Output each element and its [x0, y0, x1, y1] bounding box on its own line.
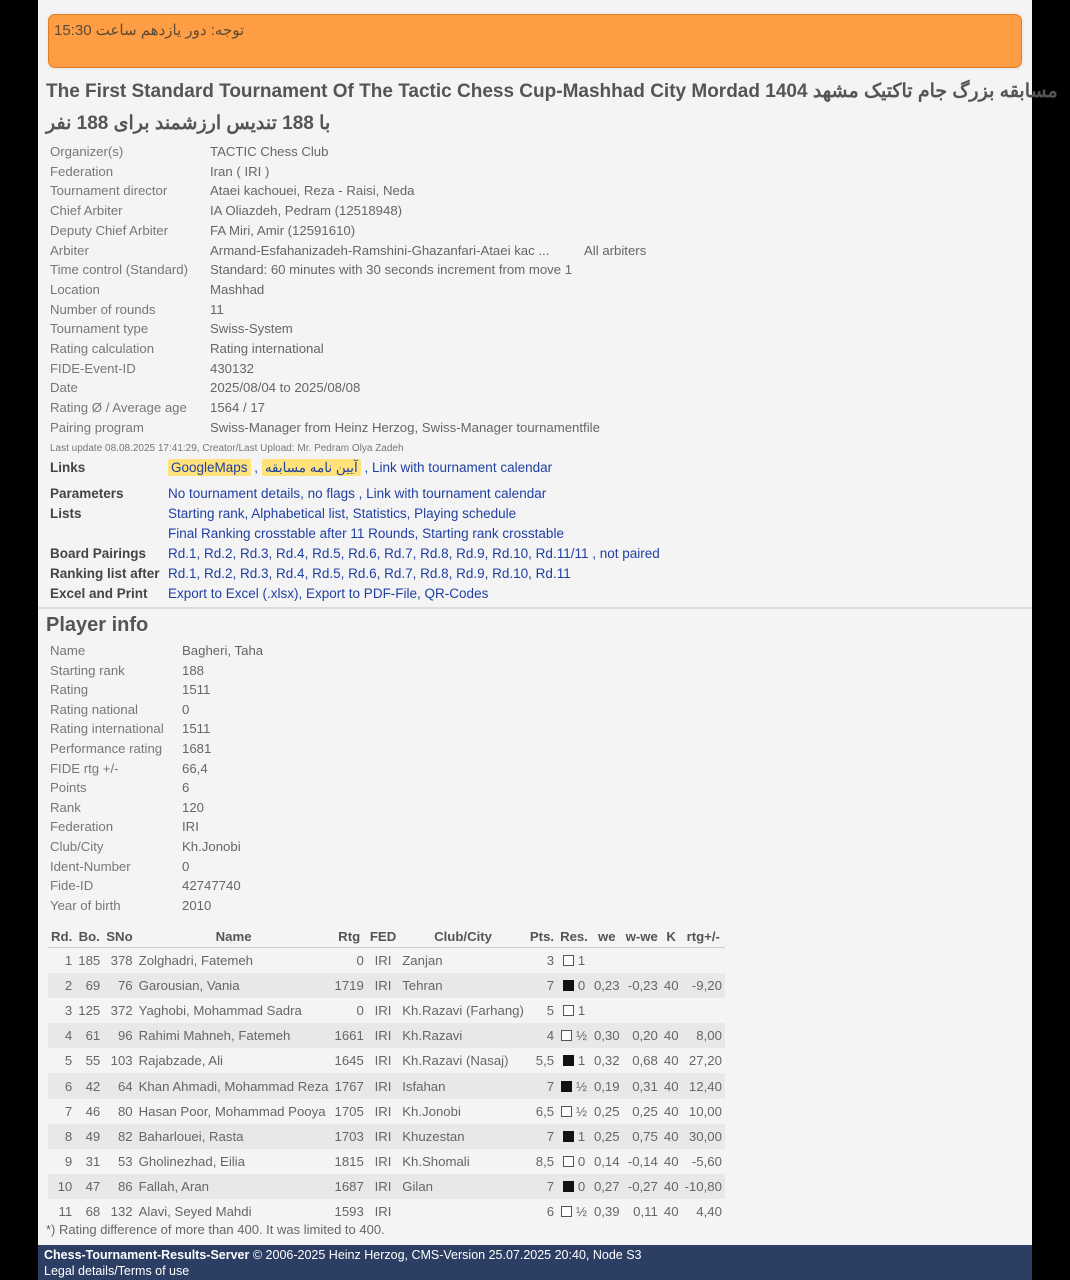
games-cell: 40	[663, 1153, 679, 1169]
white-square-icon	[563, 955, 574, 966]
games-cell[interactable]: Garousian, Vania	[136, 973, 332, 998]
table-row	[48, 998, 725, 1023]
games-cell: 0,23	[591, 973, 623, 998]
games-cell[interactable]: Zolghadri, Fatemeh	[138, 953, 253, 969]
games-cell[interactable]: Rajabzade, Ali	[138, 1053, 223, 1069]
ranking-list-links[interactable]: Rd.1, Rd.2, Rd.3, Rd.4, Rd.5, Rd.6, Rd.7, Rd.8, Rd.9, Rd.10, Rd.11	[168, 566, 571, 581]
games-cell: 0,30	[591, 1023, 623, 1048]
games-cell: 132	[110, 1203, 133, 1219]
detail-label: Date	[50, 380, 78, 396]
table-row	[48, 948, 725, 974]
games-header-cell: Club/City	[399, 925, 527, 948]
player-field-value: 1681	[182, 741, 212, 756]
games-cell: IRI	[367, 1124, 399, 1149]
games-cell[interactable]: Gholinezhad, Eilia	[138, 1153, 245, 1169]
games-cell: 1719	[332, 973, 367, 998]
games-cell: 0,14	[593, 1153, 620, 1169]
footer-server-name[interactable]: Chess-Tournament-Results-Server	[44, 1248, 250, 1262]
games-cell: 40	[663, 1203, 679, 1219]
games-cell: 0,75	[623, 1124, 661, 1149]
detail-value: Standard: 60 minutes with 30 seconds increment from move 1	[210, 262, 573, 278]
games-cell: 40	[661, 973, 682, 998]
games-cell	[557, 1048, 591, 1073]
games-cell: 7	[527, 1124, 557, 1149]
games-cell: 0,25	[593, 1103, 620, 1119]
detail-value: Ataei kachouei, Reza - Raisi, Neda	[210, 183, 415, 199]
games-cell: 185	[78, 953, 101, 969]
lists-links-1[interactable]: Starting rank, Alphabetical list, Statistics, Playing schedule	[168, 506, 517, 521]
detail-value[interactable]: Swiss-Manager from Heinz Herzog, Swiss-Manager tournamentfile	[210, 419, 600, 435]
parameters-label: Parameters	[50, 486, 124, 501]
games-cell	[557, 1099, 591, 1124]
detail-label: Chief Arbiter	[50, 203, 123, 219]
games-cell: 103	[110, 1053, 133, 1069]
games-cell: 1703	[332, 1124, 367, 1149]
lists-label: Lists	[50, 506, 82, 521]
all-arbiters-link[interactable]: All arbiters	[584, 242, 647, 258]
games-header-row	[48, 925, 725, 948]
footer	[38, 1245, 1032, 1280]
table-row	[48, 1073, 725, 1098]
games-cell	[557, 1124, 591, 1149]
table-row	[48, 1124, 725, 1149]
games-cell: IRI	[367, 1073, 399, 1098]
detail-label: FIDE-Event-ID	[50, 360, 136, 376]
detail-label: Location	[50, 281, 100, 297]
player-field-value: 42747740	[182, 878, 241, 894]
games-cell: 0,32	[593, 1053, 620, 1069]
games-cell: 2	[48, 973, 75, 998]
section-divider	[38, 607, 1032, 609]
games-cell: 9	[64, 1153, 73, 1169]
games-cell: 6	[546, 1203, 555, 1219]
games-cell	[591, 948, 623, 974]
games-header-cell: Pts.	[527, 925, 557, 948]
games-cell[interactable]: Rahimi Mahneh, Fatemeh	[136, 1023, 332, 1048]
games-cell: 10,00	[688, 1103, 722, 1119]
games-cell: -10,80	[682, 1174, 725, 1199]
lists-links-2[interactable]: Final Ranking crosstable after 11 Rounds, Starting rank crosstable	[168, 526, 564, 541]
games-cell: 1645	[334, 1053, 364, 1069]
player-field-value: 1511	[182, 721, 211, 737]
games-cell: IRI	[374, 1153, 392, 1169]
title-line-1: The First Standard Tournament Of The Tactic Chess Cup-Mashhad City Mordad 1404 مسابقه بزرگ جام تاکتیک مشهد	[46, 81, 1058, 102]
detail-label: Time control (Standard)	[50, 262, 189, 278]
games-cell: 1687	[332, 1174, 367, 1199]
player-info-heading: Player info	[46, 614, 149, 636]
games-cell: 7	[527, 973, 557, 998]
games-cell: IRI	[374, 1053, 392, 1069]
games-cell: 0,20	[623, 1023, 661, 1048]
games-cell[interactable]: Khan Ahmadi, Mohammad Reza	[136, 1073, 332, 1098]
games-cell: IRI	[374, 1203, 392, 1219]
games-cell: 1815	[334, 1153, 364, 1169]
games-cell: 1	[64, 953, 73, 969]
player-field-value: 66,4	[182, 760, 208, 776]
detail-label: Tournament type	[50, 321, 149, 337]
player-field-value: 0	[182, 858, 190, 874]
games-cell: Kh.Razavi (Farhang)	[402, 1003, 524, 1019]
games-cell: 125	[78, 1003, 101, 1019]
games-cell: 42	[75, 1073, 103, 1098]
player-field-value: 6	[182, 780, 190, 796]
player-field-label: Fide-ID	[50, 878, 94, 894]
games-cell[interactable]: Fallah, Aran	[136, 1174, 332, 1199]
legal-link[interactable]: Legal details/Terms of use	[44, 1264, 190, 1278]
player-field-label: Performance rating	[50, 741, 163, 756]
table-row	[48, 1199, 725, 1224]
games-cell: 53	[117, 1153, 133, 1169]
white-square-icon	[561, 1206, 572, 1217]
games-cell	[399, 1199, 527, 1224]
games-cell: 0,25	[591, 1124, 623, 1149]
games-cell: 0,68	[632, 1053, 658, 1069]
games-cell: 5,5	[535, 1053, 555, 1069]
games-cell: 80	[117, 1103, 133, 1119]
games-header-cell: we	[591, 925, 623, 948]
player-field-label: Starting rank	[50, 662, 125, 678]
detail-label: Tournament director	[50, 183, 168, 199]
games-cell: 86	[103, 1174, 135, 1199]
games-cell	[623, 948, 661, 974]
player-field-label: Rank	[50, 799, 81, 815]
tournament-title	[46, 76, 1058, 140]
games-cell	[557, 998, 591, 1023]
title-line-2: با 188 تندیس ارزشمند برای 188 نفر	[46, 113, 331, 134]
games-cell: Kh.Shomali	[402, 1153, 470, 1169]
detail-value: FA Miri, Amir (12591610)	[210, 222, 356, 238]
player-field-label: Club/City	[50, 839, 104, 854]
games-cell: Kh.Jonobi	[402, 1103, 461, 1119]
games-cell: 0,39	[593, 1203, 620, 1219]
player-field-label: FIDE rtg +/-	[50, 760, 119, 776]
player-field-label: Federation	[50, 819, 114, 835]
table-row	[48, 1174, 725, 1199]
games-cell: 76	[103, 973, 135, 998]
games-cell: 0,19	[591, 1073, 623, 1098]
result-value: 0	[577, 1178, 586, 1194]
rules-link[interactable]: آیین نامه مسابقه	[262, 459, 361, 476]
games-cell: 61	[75, 1023, 103, 1048]
games-cell: 68	[85, 1203, 101, 1219]
games-cell	[661, 948, 682, 974]
games-cell	[591, 998, 623, 1023]
calendar-link[interactable]: Link with tournament calendar	[372, 460, 553, 475]
board-pairings-label: Board Pairings	[50, 546, 147, 561]
games-cell: 31	[85, 1153, 101, 1169]
detail-label: Arbiter	[50, 242, 89, 258]
games-cell: 4	[48, 1023, 75, 1048]
player-field-label: Rating international	[50, 721, 164, 737]
detail-label: Deputy Chief Arbiter	[50, 222, 169, 238]
games-cell: 3	[64, 1003, 73, 1019]
white-square-icon	[563, 1005, 574, 1016]
detail-value[interactable]: Mashhad	[210, 281, 265, 297]
player-field-label: Points	[50, 780, 87, 796]
games-header-cell: Bo.	[75, 925, 103, 948]
games-cell: 12,40	[682, 1073, 725, 1098]
result-value: 1	[577, 953, 586, 969]
result-value: 1	[577, 1053, 586, 1069]
games-cell: IRI	[367, 1023, 399, 1048]
games-header-cell: SNo	[103, 925, 135, 948]
games-cell	[557, 948, 591, 974]
games-header-cell: w-we	[623, 925, 661, 948]
games-cell: 8,5	[535, 1153, 555, 1169]
games-cell: 8	[48, 1124, 75, 1149]
table-row	[48, 1048, 725, 1073]
games-cell: 55	[85, 1053, 101, 1069]
player-field-label: Ident-Number	[50, 858, 131, 874]
games-cell: 7	[527, 1174, 557, 1199]
detail-label: Organizer(s)	[50, 144, 124, 159]
games-cell: 40	[663, 1103, 679, 1119]
table-row	[48, 1099, 725, 1124]
board-pairings-links[interactable]: Rd.1, Rd.2, Rd.3, Rd.4, Rd.5, Rd.6, Rd.7, Rd.8, Rd.9, Rd.10, Rd.11/11 , not paired	[168, 546, 660, 561]
games-cell: 6,5	[535, 1103, 555, 1119]
games-cell: 0,11	[633, 1203, 658, 1219]
black-square-icon	[563, 1131, 574, 1142]
googlemaps-link[interactable]: GoogleMaps	[168, 459, 251, 476]
excel-label: Excel and Print	[50, 586, 148, 601]
games-cell	[682, 998, 725, 1023]
games-cell: -9,20	[682, 973, 725, 998]
result-value: 0	[577, 978, 586, 994]
games-header-cell: FED	[367, 925, 399, 948]
table-row	[48, 973, 725, 998]
games-cell: Kh.Razavi (Nasaj)	[402, 1053, 509, 1069]
games-cell[interactable]: Alavi, Seyed Mahdi	[138, 1203, 252, 1219]
games-cell	[557, 1174, 591, 1199]
footnote: *) Rating difference of more than 400. It was limited to 400.	[46, 1222, 385, 1237]
player-field-value: 188	[182, 662, 205, 678]
games-cell: 5	[546, 1003, 555, 1019]
player-field-label: Year of birth	[50, 897, 121, 913]
player-field-value: 2010	[182, 897, 212, 913]
player-field-label: Rating national	[50, 701, 138, 717]
table-row	[48, 1149, 725, 1174]
games-cell: 40	[663, 1053, 679, 1069]
player-field-label: Name	[50, 643, 86, 658]
parameters-links[interactable]: No tournament details, no flags , Link with tournament calendar	[168, 486, 547, 501]
detail-value: IA Oliazdeh, Pedram (12518948)	[210, 203, 403, 219]
games-cell: 49	[75, 1124, 103, 1149]
games-cell	[557, 973, 591, 998]
result-value: ½	[576, 1028, 587, 1044]
games-cell: -0,23	[623, 973, 661, 998]
games-cell	[557, 1023, 591, 1048]
notice-text: توجه: دور یازدهم ساعت 15:30	[54, 22, 245, 39]
detail-value: Armand-Esfahanizadeh-Ramshini-Ghazanfari-Ataei kac ...	[210, 242, 550, 258]
games-header-cell: Rd.	[48, 925, 75, 948]
games-header-cell: rtg+/-	[682, 925, 725, 948]
footer-copyright: © 2006-2025 Heinz Herzog, CMS-Version 25.07.2025 20:40, Node S3	[249, 1248, 642, 1262]
games-cell: 378	[110, 953, 133, 969]
games-cell: 96	[103, 1023, 135, 1048]
games-header-cell: K	[661, 925, 682, 948]
games-cell: 69	[75, 973, 103, 998]
detail-value: Swiss-System	[210, 321, 293, 337]
player-field-value: 120	[182, 799, 205, 815]
games-cell	[682, 948, 725, 974]
games-cell: Tehran	[399, 973, 527, 998]
games-cell[interactable]: Hasan Poor, Mohammad Pooya	[138, 1103, 326, 1119]
black-square-icon	[563, 1055, 574, 1066]
detail-value: Rating international	[210, 341, 324, 356]
games-cell: 47	[75, 1174, 103, 1199]
player-field-value: 1511	[182, 682, 211, 698]
games-cell: 11	[58, 1203, 73, 1219]
games-cell: Gilan	[399, 1174, 527, 1199]
detail-value: Iran ( IRI )	[210, 163, 270, 179]
result-value: ½	[576, 1078, 587, 1094]
games-cell: 40	[661, 1073, 682, 1098]
games-cell: 8,00	[682, 1023, 725, 1048]
excel-links[interactable]: Export to Excel (.xlsx), Export to PDF-File, QR-Codes	[168, 586, 489, 601]
games-cell: 46	[85, 1103, 101, 1119]
white-square-icon	[561, 1106, 572, 1117]
games-cell: 7	[64, 1103, 73, 1119]
games-cell: 1705	[334, 1103, 364, 1119]
detail-value: 11	[210, 301, 224, 317]
detail-value[interactable]: 430132	[210, 360, 255, 376]
games-cell	[557, 1199, 591, 1224]
games-header-cell: Rtg	[332, 925, 367, 948]
games-cell: 3	[546, 953, 555, 969]
table-row	[48, 1023, 725, 1048]
games-cell	[661, 998, 682, 1023]
games-cell: 5	[64, 1053, 73, 1069]
player-field-value: 0	[182, 701, 190, 717]
games-cell: Isfahan	[399, 1073, 527, 1098]
detail-label: Federation	[50, 163, 114, 179]
games-cell: IRI	[367, 973, 399, 998]
games-cell: 0	[356, 953, 364, 969]
games-cell: 0,25	[632, 1103, 658, 1119]
games-cell[interactable]: Yaghobi, Mohammad Sadra	[138, 1003, 302, 1019]
games-cell: -0,27	[623, 1174, 661, 1199]
player-field-value: IRI	[182, 819, 199, 835]
games-table	[48, 925, 725, 1224]
player-field-label: Rating	[50, 682, 89, 698]
player-field-value: Bagheri, Taha	[182, 643, 264, 658]
detail-label: Pairing program	[50, 419, 144, 435]
black-square-icon	[563, 980, 574, 991]
links-label: Links	[50, 460, 86, 475]
games-cell: 27,20	[688, 1053, 722, 1069]
player-field-value: Kh.Jonobi	[182, 839, 241, 854]
page: توجه: دور یازدهم ساعت 15:30 The First Standard Tournament Of The Tactic Chess Cup-Mashhad City Mordad 1404 مسابقه بزرگ جام تاکتیک مشهد با 188 تندیس ارزشمند برای 188 نفر Organizer(s) TACTIC Chess Club Federation Iran ( IRI ) Tournament director Ataei kachouei, Reza - Raisi, Neda Chief Arbiter IA Oliazdeh, Pedram (12518948) Deputy Chief Arbiter FA Miri, Amir (12591610) Arbiter Armand-Esfahanizadeh-Ramshini-Ghazanfari-Ataei kac ... All arbiters Time control (Standard) Standard: 60 minutes with 30 seconds increment from move 1 Location Mashhad Number of rounds 11 Tournament type Swiss-System Rating calculation Rating international FIDE-Event-ID 430132 Date 2025/08/04 to 2025/08/08 Rating Ø / Average age 1564 / 17 Pairing program Swiss-Manager from Heinz Herzog, Swiss-Manager tournamentfile Last update 08.08.2025 17:41:29, Creator/Last Upload: Mr. Pedram Olya Zadeh Links GoogleMaps , آیین نامه مسابقه , Link with tournament calendar Parameters No tournament details, no flags , Link with tournament calendar Lists Starting rank, Alphabetical list, Statistics, Playing schedule Final Ranking crosstable after 11 Rounds, Starting rank crosstable Board Pairings Rd.1, Rd.2, Rd.3, Rd.4, Rd.5, Rd.6, Rd.7, Rd.8, Rd.9, Rd.10, Rd.11/11 , not paired Ranking list after Rd.1, Rd.2, Rd.3, Rd.4, Rd.5, Rd.6, Rd.7, Rd.8, Rd.9, Rd.10, Rd.11 Excel and Print Export to Excel (.xlsx), Export to PDF-File, QR-Codes Player info Name Bagheri, Taha Starting rank 188 Rating 1511 Rating national 0 Rating international 1511 Performance rating 1681 FIDE rtg +/- 66,4 Points 6 Rank 120 Federation IRI Club/City Kh.Jonobi Ident-Number 0 Fide-ID 42747740 Year of birth 2010 Rd. Bo. SNo Name Rtg FED Club/City Pts. Res. we w-we K rtg+/- 1 185 378 Zolghadri, Fatemeh 0 IRI Zanjan 3 1 2 69 76 Garousian, Vania 1719 IRI Tehran 7 0 0,23 -0,23 40 -9,20 3 125 372 Yaghobi, Mohammad Sadra 0 IRI Kh.Razavi (Farhang) 5 1 4 61 96 Rahimi Mahneh, Fatemeh 1661 IRI Kh.Razavi 4 ½ 0,30 0,20 40 8,00 5 55 103 Rajabzade, Ali 1645 IRI Kh.Razavi (Nasaj) 5,5 1 0,32 0,68 40 27,20 6 42 64 Khan Ahmadi, Mohammad Reza 1767 IRI Isfahan 7 ½ 0,19 0,31 40 12,40 7 46 80 Hasan Poor, Mohammad Pooya 1705 IRI Kh.Jonobi 6,5 ½ 0,25 0,25 40 10,00 8 49 82 Baharlouei, Rasta 1703 IRI Khuzestan 7 1 0,25 0,75 40 30,00 9 31 53 Gholinezhad, Eilia 1815 IRI Kh.Shomali 8,5 0 0,14 -0,14 40 -5,60 10 47 86 Fallah, Aran 1687 IRI Gilan 7 0 0,27 -0,27 40 -10,80 11 68 132 Alavi, Seyed Mahdi 1593 IRI 6 ½ 0,39 0,11 40 4,40 *) Rating difference of more than 400. It was limited to 400. Chess-Tournament-Results-Server © 2006-2025 Heinz Herzog, CMS-Version 25.07.2025 20:40, Node S3 Legal details/Terms of use	[38, 0, 1032, 1280]
notice-banner	[48, 14, 1022, 68]
white-square-icon	[561, 1030, 572, 1041]
games-cell: 40	[661, 1023, 682, 1048]
games-cell: 82	[103, 1124, 135, 1149]
games-cell: 64	[103, 1073, 135, 1098]
ranking-list-label: Ranking list after	[50, 566, 160, 581]
games-cell: IRI	[374, 953, 392, 969]
detail-label: Rating Ø / Average age	[50, 400, 187, 416]
games-cell: 4	[527, 1023, 557, 1048]
games-cell: 1767	[332, 1073, 367, 1098]
games-header-cell: Name	[136, 925, 332, 948]
last-update: Last update 08.08.2025 17:41:29, Creator/Last Upload: Mr. Pedram Olya Zadeh	[50, 443, 404, 454]
games-cell	[557, 1149, 591, 1174]
games-cell: Khuzestan	[399, 1124, 527, 1149]
games-cell: 0	[356, 1003, 364, 1019]
games-cell: IRI	[374, 1003, 392, 1019]
games-cell: 40	[661, 1124, 682, 1149]
games-cell: 0,31	[623, 1073, 661, 1098]
games-cell: 372	[110, 1003, 133, 1019]
games-cell: 30,00	[682, 1124, 725, 1149]
games-cell: IRI	[374, 1103, 392, 1119]
games-cell: 4,40	[696, 1203, 722, 1219]
games-cell: 40	[661, 1174, 682, 1199]
games-header-cell: Res.	[557, 925, 591, 948]
games-cell: 7	[527, 1073, 557, 1098]
result-value: 1	[577, 1003, 586, 1019]
games-cell	[623, 998, 661, 1023]
games-cell: -5,60	[691, 1153, 722, 1169]
games-cell: 1593	[334, 1203, 364, 1219]
games-cell: Kh.Razavi	[399, 1023, 527, 1048]
games-cell: 1661	[332, 1023, 367, 1048]
games-cell: 0,27	[591, 1174, 623, 1199]
games-cell: -0,14	[627, 1153, 658, 1169]
black-square-icon	[563, 1181, 574, 1192]
detail-value: 2025/08/04 to 2025/08/08	[210, 380, 361, 396]
games-cell[interactable]: Baharlouei, Rasta	[136, 1124, 332, 1149]
games-cell: Zanjan	[402, 953, 443, 969]
detail-value: TACTIC Chess Club	[210, 144, 329, 159]
games-cell	[557, 1073, 591, 1098]
detail-label: Rating calculation	[50, 341, 155, 356]
result-value: ½	[576, 1103, 587, 1119]
games-cell: 10	[48, 1174, 75, 1199]
result-value: ½	[576, 1203, 587, 1219]
white-square-icon	[563, 1156, 574, 1167]
detail-value: 1564 / 17	[210, 400, 265, 416]
result-value: 1	[577, 1128, 586, 1144]
detail-label: Number of rounds	[50, 301, 156, 317]
result-value: 0	[577, 1153, 586, 1169]
games-cell: IRI	[367, 1174, 399, 1199]
black-square-icon	[561, 1081, 572, 1092]
games-cell: 6	[48, 1073, 75, 1098]
